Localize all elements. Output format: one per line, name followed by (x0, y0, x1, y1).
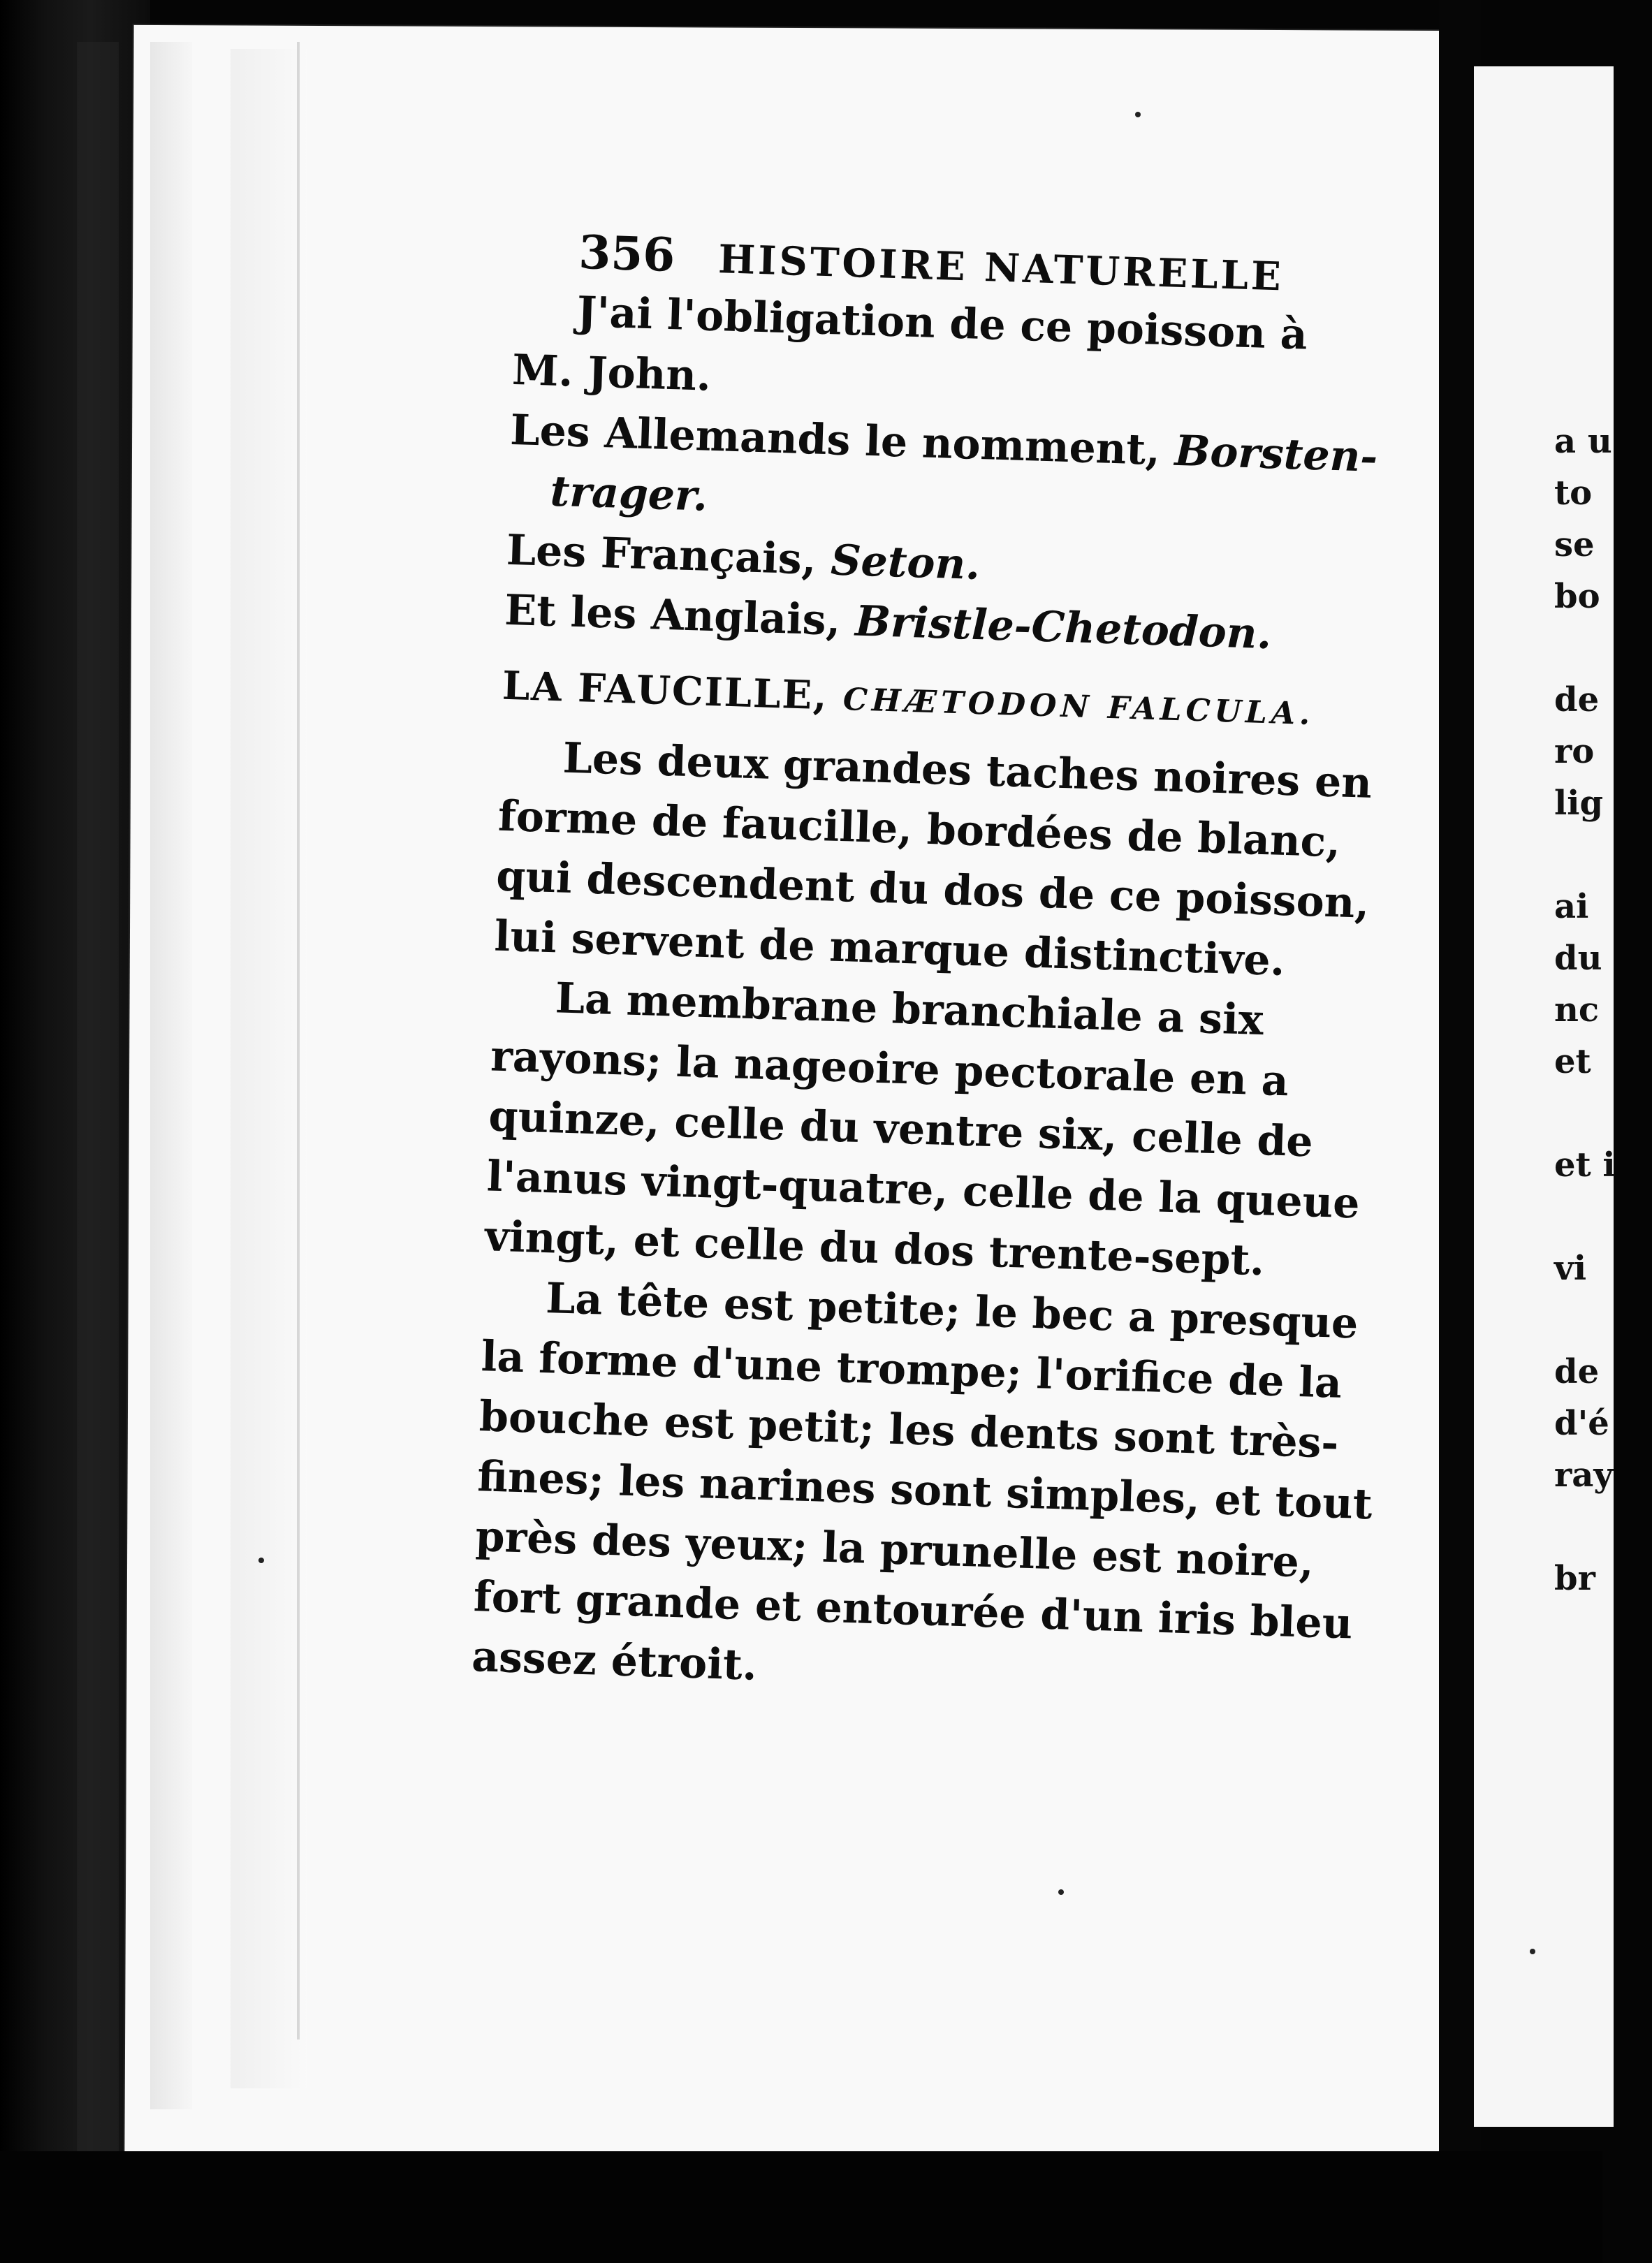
english-prefix: Et les Anglais, (504, 585, 856, 646)
facing-fragment: et i (1554, 1145, 1616, 1185)
facing-fragment: to (1554, 474, 1593, 513)
text-line: bouche est petit; les dents sont très- (478, 1392, 1340, 1468)
text-line: quinze, celle du ventre six, celle de (488, 1092, 1314, 1167)
text-line: La membrane branchiale a six (554, 974, 1264, 1046)
french-name: Seton. (830, 536, 981, 590)
facing-fragment (1554, 1294, 1652, 1346)
facing-fragment: et (1554, 1042, 1591, 1081)
facing-fragment: ray (1554, 1456, 1614, 1495)
paragraph-1 (493, 726, 1373, 993)
text-line: l'anus vingt-quatre, celle de la queue (485, 1152, 1361, 1229)
text-line: qui descendent du dos de ce poisson, (495, 851, 1370, 928)
facing-fragment: nc (1554, 990, 1600, 1030)
german-name: Borsten- (1174, 426, 1379, 482)
text-line: M. John. (511, 345, 712, 401)
facing-page-text-fragments (1554, 416, 1652, 1604)
text-line: assez étroit. (471, 1632, 758, 1690)
text-line: La tête est petite; le bec a presque (545, 1274, 1359, 1349)
text-line: lui servent de marque distinctive. (493, 911, 1286, 986)
text-line: près des yeux; la prunelle est noire, (474, 1512, 1315, 1588)
facing-fragment: bo (1554, 577, 1600, 616)
text-line: la forme d'une trompe; l'orifice de la (480, 1332, 1343, 1408)
text-line: J'ai l'obligation de ce poisson à (576, 287, 1308, 360)
facing-fragment (1554, 622, 1652, 674)
ink-speck (258, 1558, 264, 1563)
page-fold-line (297, 42, 300, 2039)
facing-fragment: de (1554, 680, 1600, 719)
ink-speck (1135, 112, 1141, 117)
facing-fragment: d'é (1554, 1404, 1609, 1443)
facing-fragment (1554, 1501, 1652, 1553)
facing-fragment: br (1554, 1559, 1595, 1598)
text-line: vingt, et celle du dos trente-sept. (484, 1212, 1266, 1286)
english-name: Bristle-Chetodon. (854, 596, 1273, 659)
paragraph-3 (471, 1266, 1373, 1713)
facing-fragment (1554, 1087, 1652, 1139)
facing-fragment: du (1554, 939, 1602, 978)
scientific-name: CHÆTODON FALCULA. (842, 682, 1315, 733)
page-edge-shading (231, 49, 307, 2088)
binding-edge (77, 42, 119, 2179)
common-name: LA FAUCILLE, (502, 662, 829, 719)
facing-fragment: vi (1554, 1249, 1587, 1288)
french-prefix: Les Français, (506, 525, 832, 585)
facing-fragment: lig (1554, 784, 1604, 823)
page-text (471, 220, 1379, 1713)
text-line: fines; les narines sont simples, et tout (476, 1452, 1373, 1530)
text-line: Les deux grandes taches noires en (562, 733, 1373, 808)
text-line: fort grande et entourée d'un iris bleu (472, 1572, 1354, 1649)
german-prefix: Les Allemands le nomment, (509, 405, 1176, 476)
facing-fragment (1554, 829, 1652, 881)
bottom-shadow (0, 2151, 1602, 2263)
text-line: rayons; la nageoire pectorale en a (490, 1032, 1289, 1106)
page-edge-shading (150, 42, 192, 2109)
running-head-title: HISTOIRE NATURELLE (717, 236, 1285, 300)
facing-fragment (1554, 1191, 1652, 1243)
page-number: 356 (578, 224, 676, 283)
german-name-continued: trager. (549, 467, 709, 521)
facing-fragment: se (1554, 525, 1595, 564)
text-line: forme de faucille, bordées de blanc, (497, 791, 1342, 867)
facing-fragment: de (1554, 1352, 1600, 1391)
ink-speck (1058, 1889, 1064, 1895)
paragraph-2 (484, 966, 1361, 1293)
ink-speck (1530, 1949, 1535, 1954)
facing-fragment: a u (1554, 422, 1612, 461)
facing-fragment: ro (1554, 732, 1595, 771)
facing-fragment: ai (1554, 887, 1589, 926)
